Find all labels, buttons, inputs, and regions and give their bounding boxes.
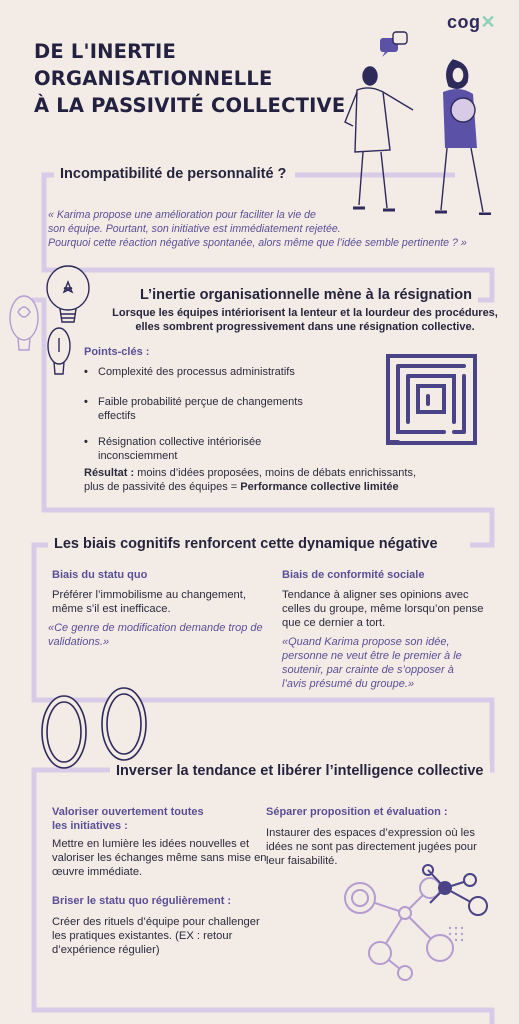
status-quo-bias-heading: Biais du statu quo [52, 569, 148, 581]
separate-proposal-heading: Séparer proposition et évaluation : [266, 806, 448, 818]
break-status-quo-heading: Briser le statu quo régulièrement : [52, 895, 232, 907]
keypoint-item: • Faible probabilité perçue de changements effectifs [84, 395, 314, 423]
social-conformity-heading: Biais de conformité sociale [282, 569, 425, 581]
inertia-intro: Lorsque les équipes intériorisent la lenteur et la lourdeur des procédures, elles sombrent progressivement dans une résignation collective. [112, 307, 498, 333]
network-nodes-illustration [330, 858, 500, 988]
value-initiatives-text: Mettre en lumière les idées nouvelles et valoriser les échanges même sans mise en œuvre immédiate. [52, 838, 267, 878]
page-title: DE L'INERTIE ORGANISATIONNELLE À LA PASSIVITÉ COLLECTIVE [34, 40, 346, 117]
social-conformity-quote: «Quand Karima propose son idée, personne ne veut être le premier à le soutenir, par crainte de s’opposer à l’avis présumé du groupe.» [282, 636, 462, 690]
result-statement: Résultat : moins d’idées proposées, moins de débats enrichissants, plus de passivité des équipes = Performance collective limitée [84, 467, 417, 493]
keypoint-item: • Complexité des processus administratifs [84, 365, 314, 379]
separate-proposal-text: Instaurer des espaces d’expression où les idées ne sont pas directement jugées pour leur faisabilité. [266, 827, 477, 867]
social-conformity-text: Tendance à aligner ses opinions avec celles du groupe, même lorsqu’on pense que ce dernier a tort. [282, 589, 484, 629]
section-title-reverse-trend: Inverser la tendance et libérer l’intelligence collective [110, 763, 490, 779]
maze-icon [384, 352, 479, 447]
section-title-cognitive-bias: Les biais cognitifs renforcent cette dynamique négative [48, 536, 444, 552]
status-quo-quote: «Ce genre de modification demande trop de validations.» [48, 622, 263, 648]
keypoints-list [84, 365, 314, 472]
people-discussion-illustration [335, 30, 515, 215]
value-initiatives-heading: Valoriser ouvertement toutes les initiatives : [52, 806, 204, 832]
cogx-logo: cog✕ [447, 12, 497, 32]
keypoints-label: Points-clés : [84, 346, 150, 358]
break-status-quo-text: Créer des rituels d’équipe pour challenger les pratiques existantes. (EX : retour d’expérience régulier) [52, 916, 260, 956]
keypoint-item: • Résignation collective intériorisée inconsciemment [84, 435, 314, 463]
section-title-incompatibility: Incompatibilité de personnalité ? [54, 166, 292, 182]
status-quo-bias-text: Préférer l’immobilisme au changement, même s’il est inefficace. [52, 589, 246, 615]
section-title-inertia: L’inertie organisationnelle mène à la résignation [134, 287, 478, 303]
karima-quote: « Karima propose une amélioration pour faciliter la vie de son équipe. Pourtant, son initiative est immédiatement rejetée. Pourquoi cette réaction négative spontanée, alors même que l’idée semble pertinente ? » [48, 209, 467, 249]
